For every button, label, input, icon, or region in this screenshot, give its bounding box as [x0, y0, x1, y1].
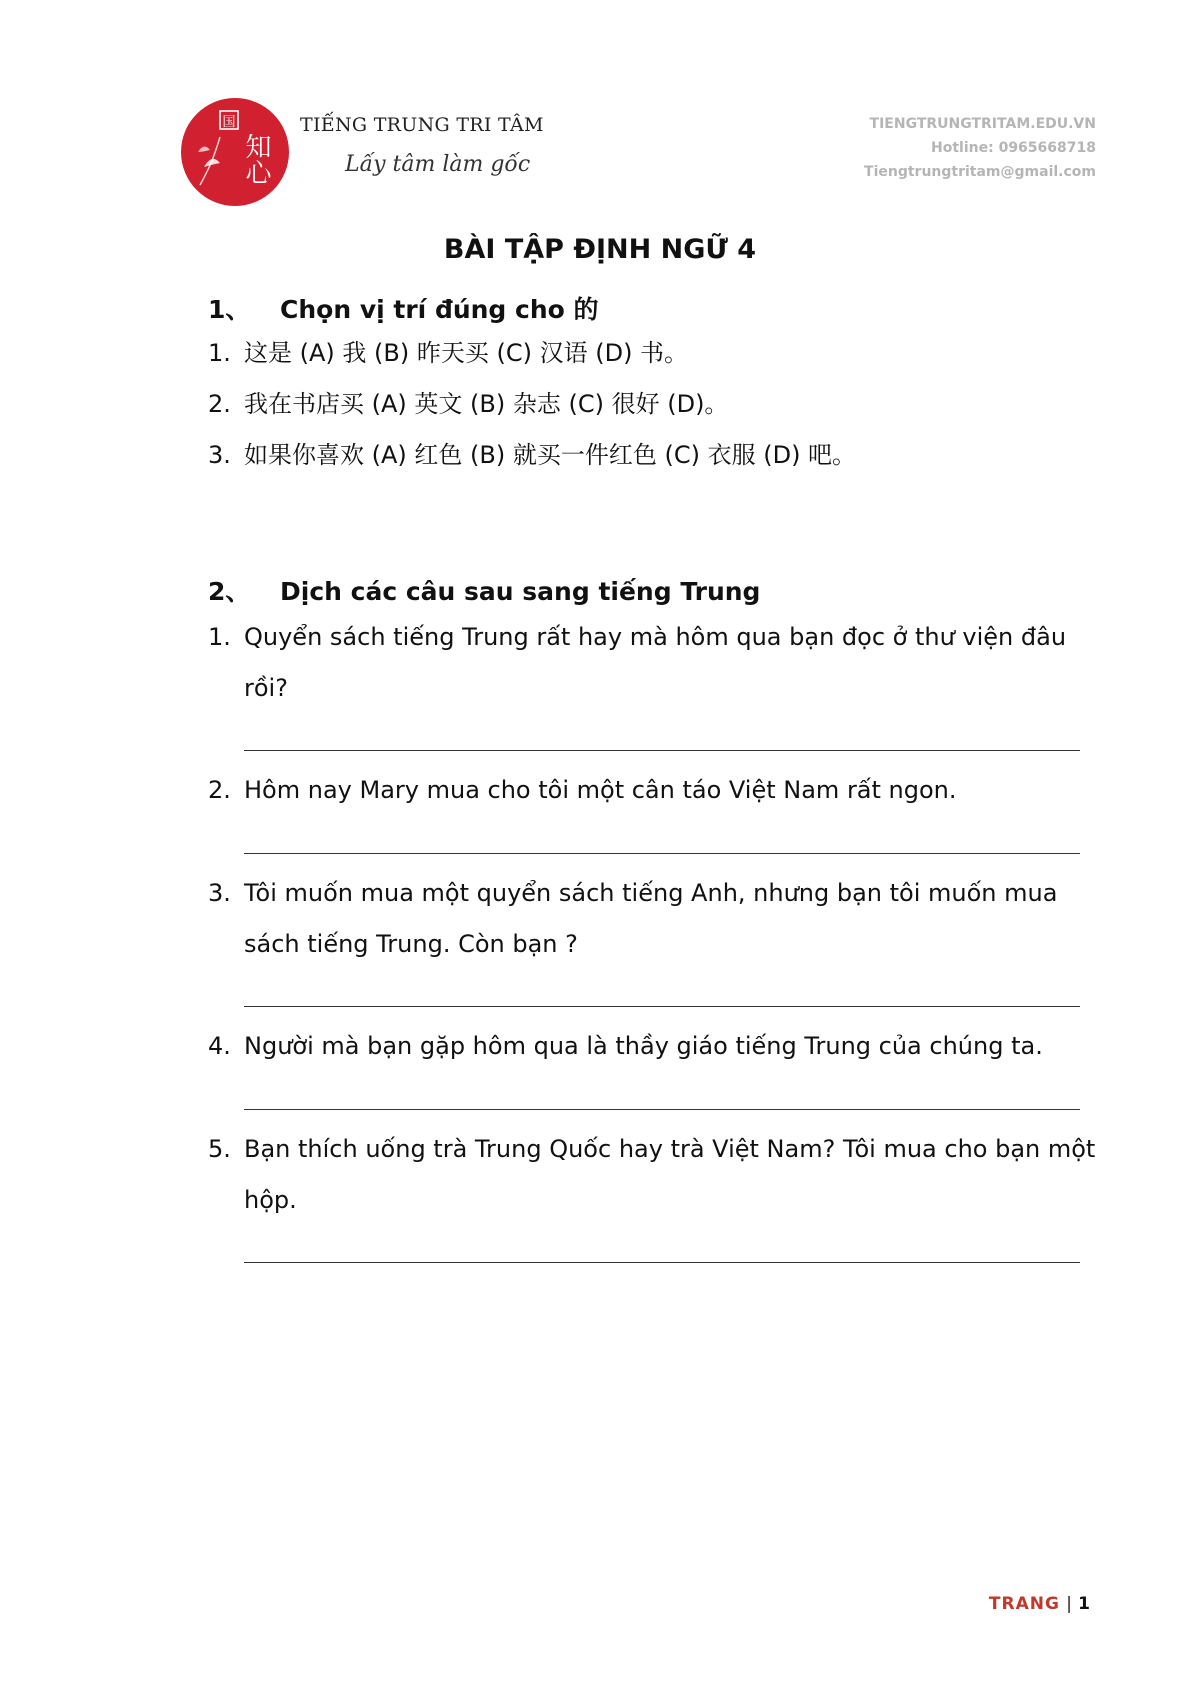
- logo-text: 知心: [241, 133, 271, 185]
- exercise-item: [208, 612, 1104, 714]
- brand-logo: [180, 97, 290, 207]
- email-link[interactable]: Tiengtrungtritam@gmail.com: [864, 164, 1096, 180]
- website-link[interactable]: TIENGTRUNGTRITAM.EDU.VN: [869, 116, 1096, 132]
- page-separator: |: [1065, 1594, 1073, 1614]
- item-text: 这是 (A) 我 (B) 昨天买 (C) 汉语 (D) 书。: [244, 339, 689, 367]
- section-1-heading: [208, 290, 599, 326]
- brand-name: TIẾNG TRUNG TRI TÂM: [300, 114, 544, 136]
- section-title: Chọn vị trí đúng cho 的: [280, 295, 599, 324]
- item-text: 如果你喜欢 (A) 红色 (B) 就买一件红色 (C) 衣服 (D) 吧。: [244, 441, 857, 469]
- answer-line[interactable]: [244, 1262, 1080, 1263]
- item-text: 我在书店买 (A) 英文 (B) 杂志 (C) 很好 (D)。: [244, 390, 729, 418]
- section-number: 2、: [208, 577, 251, 606]
- item-text: Hôm nay Mary mua cho tôi một cân táo Việt Nam rất ngon.: [244, 776, 957, 804]
- item-text: Tôi muốn mua một quyển sách tiếng Anh, nhưng bạn tôi muốn mua sách tiếng Trung. Còn bạn ?: [244, 879, 1058, 958]
- item-number: 2.: [208, 390, 231, 418]
- contact-block: [864, 112, 1096, 184]
- section-number: 1、: [208, 295, 251, 324]
- item-number: 1.: [208, 339, 231, 367]
- svg-text:国: 国: [222, 115, 236, 130]
- page-label: TRANG: [988, 1594, 1060, 1614]
- exercise-item: [208, 868, 1104, 970]
- exercise-item: [208, 1124, 1104, 1226]
- item-number: 4.: [208, 1032, 231, 1060]
- brand-slogan: Lấy tâm làm gốc: [345, 152, 531, 177]
- section-2-heading: [208, 572, 760, 608]
- item-number: 3.: [208, 441, 231, 469]
- page-footer: [989, 1594, 1090, 1614]
- item-number: 5.: [208, 1135, 231, 1163]
- exercise-item: [208, 379, 728, 430]
- item-number: 2.: [208, 776, 231, 804]
- item-text: Bạn thích uống trà Trung Quốc hay trà Việt Nam? Tôi mua cho bạn một hộp.: [244, 1135, 1096, 1214]
- section-title: Dịch các câu sau sang tiếng Trung: [280, 577, 761, 606]
- item-text: Quyển sách tiếng Trung rất hay mà hôm qua bạn đọc ở thư viện đâu rồi?: [244, 623, 1067, 702]
- item-number: 3.: [208, 879, 231, 907]
- exercise-item: [208, 765, 1104, 816]
- answer-line[interactable]: [244, 750, 1080, 751]
- answer-line[interactable]: [244, 1006, 1080, 1007]
- item-text: Người mà bạn gặp hôm qua là thầy giáo tiếng Trung của chúng ta.: [244, 1032, 1043, 1060]
- answer-line[interactable]: [244, 1109, 1080, 1110]
- exercise-item: [208, 430, 856, 481]
- page-number: 1: [1078, 1594, 1090, 1614]
- item-number: 1.: [208, 623, 231, 651]
- hotline: Hotline: 0965668718: [931, 140, 1096, 156]
- exercise-item: [208, 1021, 1104, 1072]
- exercise-item: [208, 328, 688, 379]
- answer-line[interactable]: [244, 853, 1080, 854]
- page-title: BÀI TẬP ĐỊNH NGỮ 4: [443, 234, 757, 265]
